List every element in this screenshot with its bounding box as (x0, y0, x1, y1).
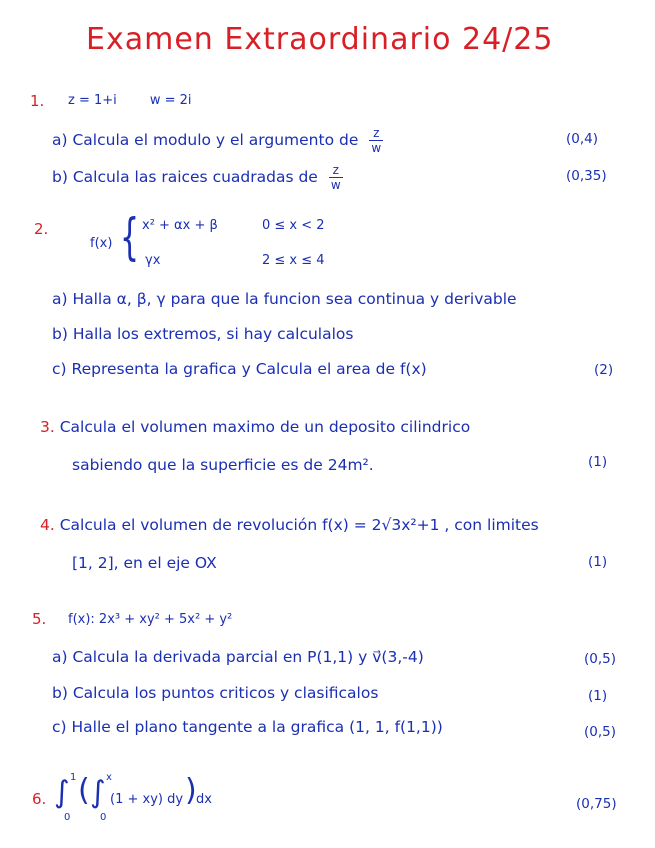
question-2c-score: (2) (594, 362, 614, 378)
question-5-function: f(x): 2x³ + xy² + 5x² + y² (68, 612, 233, 627)
outer-upper-limit: 1 (70, 772, 77, 783)
fraction-z-over-w (329, 164, 343, 191)
outer-lower-limit: 0 (64, 812, 71, 823)
case-1-expression: x² + αx + β (142, 218, 218, 233)
question-5a: a) Calcula la derivada parcial en P(1,1) y v⃗(3,-4) (52, 648, 424, 666)
inner-lower-limit: 0 (100, 812, 107, 823)
dx: dx (196, 792, 212, 807)
question-4-line-1: Calcula el volumen de revolución f(x) = 2√3x²+1 , con limites (59, 516, 539, 534)
question-6-number: 6. (32, 790, 47, 808)
question-2b: b) Halla los extremos, si hay calculalos (52, 325, 354, 343)
question-5c-score: (0,5) (584, 724, 617, 740)
question-1b-score: (0,35) (566, 168, 607, 184)
fraction-denominator: w (371, 141, 382, 155)
inner-upper-limit: x (106, 772, 112, 783)
question-2c: c) Representa la grafica y Calcula el area de f(x) (52, 360, 427, 378)
question-3-line-1: Calcula el volumen maximo de un deposito cilindrico (59, 418, 471, 436)
exam-title: Examen Extraordinario 24/25 (86, 22, 554, 57)
question-1b-text: b) Calcula las raices cuadradas de (52, 168, 318, 186)
question-3 (40, 418, 470, 436)
question-5b-score: (1) (588, 688, 608, 704)
question-1a-score: (0,4) (566, 131, 599, 147)
question-1-number: 1. (30, 92, 45, 110)
question-5-number: 5. (32, 610, 47, 628)
case-2-expression: γx (145, 253, 161, 268)
function-name: f(x) (90, 236, 113, 251)
question-3-score: (1) (588, 454, 608, 470)
outer-integral-sign: ∫ (54, 775, 70, 810)
question-1-given: z = 1+i w = 2i (68, 93, 192, 108)
question-2a: a) Halla α, β, γ para que la funcion sea continua y derivable (52, 290, 517, 308)
fraction-denominator: w (330, 178, 341, 192)
question-3-number: 3. (40, 418, 55, 436)
case-1-condition: 0 ≤ x < 2 (262, 218, 325, 233)
fraction-z-over-w (369, 127, 383, 154)
question-4-line-2: [1, 2], en el eje OX (72, 554, 217, 572)
open-paren: ( (78, 773, 90, 808)
piecewise-brace: { (120, 208, 140, 266)
question-1b (52, 164, 343, 191)
question-2-number: 2. (34, 220, 49, 238)
close-paren: ) (185, 773, 197, 808)
question-4-number: 4. (40, 516, 55, 534)
inner-integral-sign: ∫ (90, 775, 106, 810)
question-4-score: (1) (588, 554, 608, 570)
question-1a (52, 127, 383, 154)
question-3-line-2: sabiendo que la superficie es de 24m². (72, 456, 374, 474)
fraction-numerator: z (373, 126, 380, 140)
case-2-condition: 2 ≤ x ≤ 4 (262, 253, 325, 268)
question-4 (40, 516, 539, 534)
question-6-score: (0,75) (576, 796, 617, 812)
question-5c: c) Halle el plano tangente a la grafica (1, 1, f(1,1)) (52, 718, 443, 736)
question-5b: b) Calcula los puntos criticos y clasificalos (52, 684, 379, 702)
question-5a-score: (0,5) (584, 651, 617, 667)
integrand: (1 + xy) dy (110, 792, 184, 807)
fraction-numerator: z (332, 163, 339, 177)
question-1a-text: a) Calcula el modulo y el argumento de (52, 131, 359, 149)
